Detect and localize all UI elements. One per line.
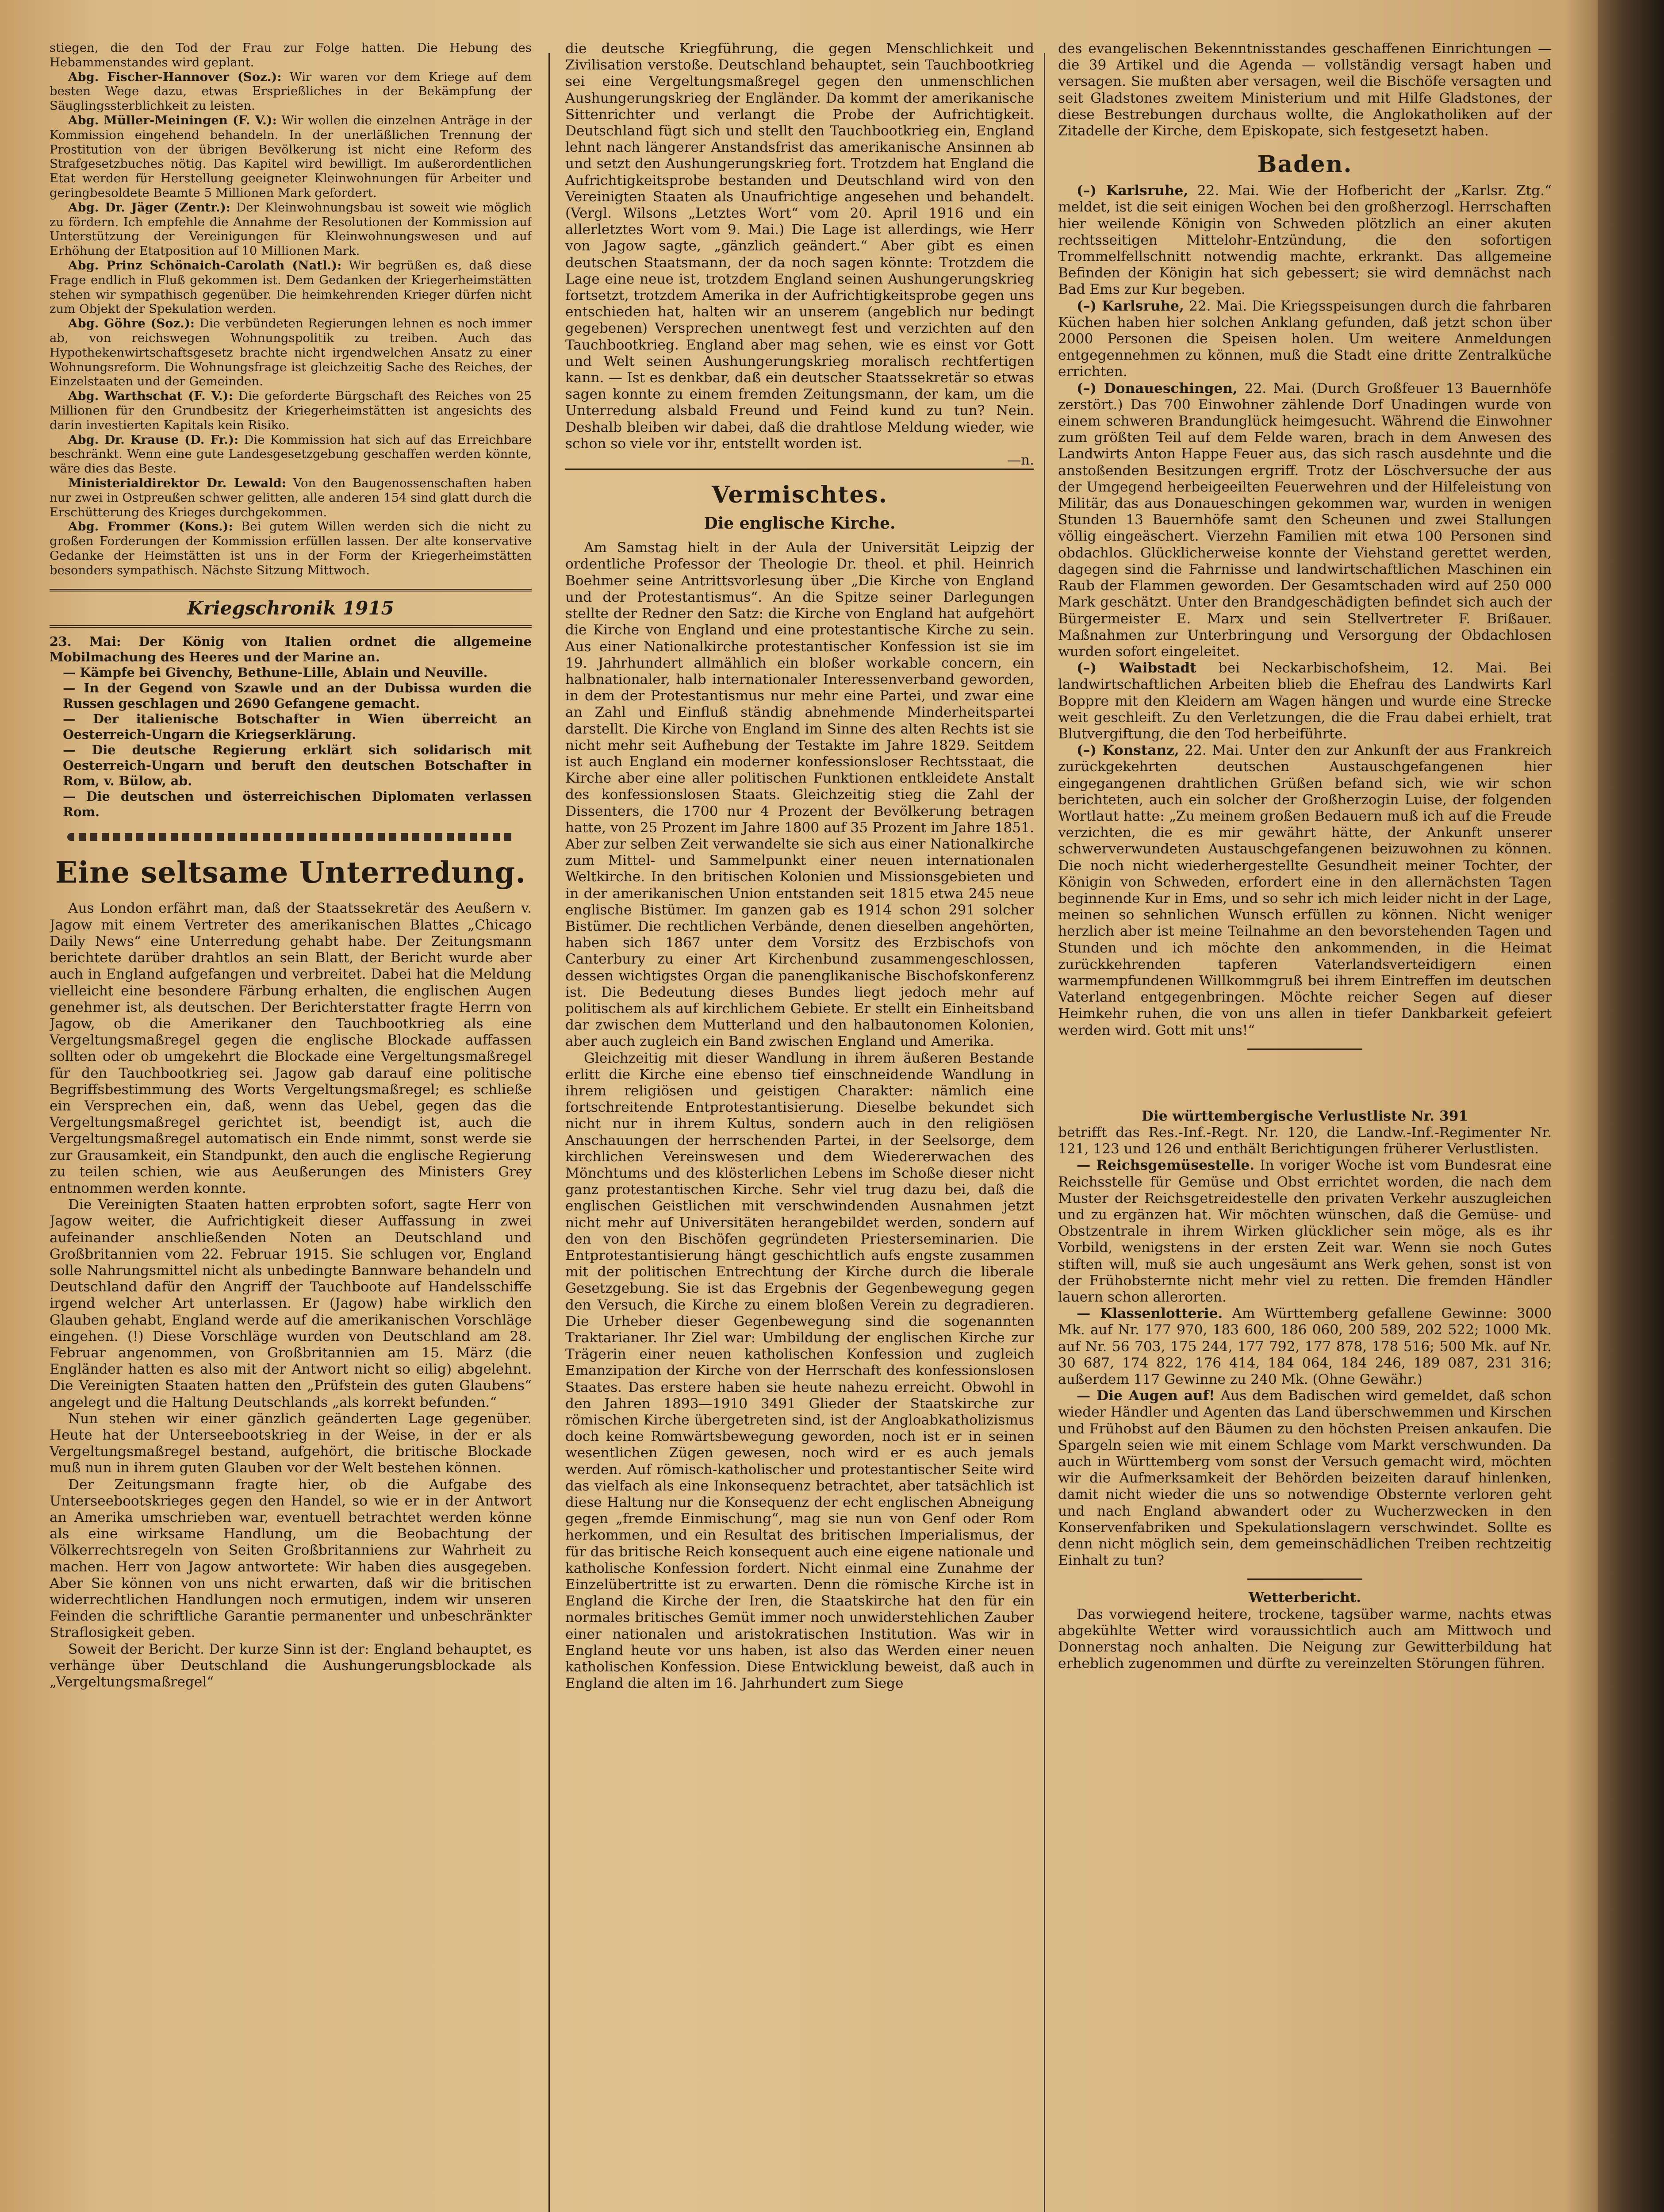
news-text: Die Kommission hat sich auf das Erreichbare beschränkt. Wenn eine gute Landesgesetzgebung geschaffen werden könnte, wäre dies das Beste. bbox=[50, 432, 532, 476]
column-middle bbox=[565, 41, 1034, 2212]
article-paragraph: Soweit der Bericht. Der kurze Sinn ist der: England behauptet, es verhänge über Deutschland die Aushungerungsblockade als „Vergeltungsmaßregel“ bbox=[50, 1641, 532, 1690]
news-item bbox=[50, 316, 532, 389]
chronicle-entry bbox=[50, 634, 532, 665]
news-item bbox=[50, 433, 532, 476]
ornament-divider bbox=[67, 833, 514, 841]
weather-text: Das vorwiegend heitere, trockene, tagsüber warme, nachts etwas abgekühlte Wetter wird voraussichtlich auch am Mittwoch und Donnerstag noch anhalten. Die Neigung zur Gewitterbildung hat erheblich zugenommen und dürfte zu vereinzelten Störungen führen. bbox=[1058, 1606, 1552, 1672]
chronicle bbox=[50, 634, 532, 820]
article-paragraph: Aus London erfährt man, daß der Staatssekretär des Aeußern v. Jagow mit einem Vertreter des amerikanischen Blattes „Chicago Daily News“ eine Unterredung gehabt habe. Der Zeitungsmann berichtete darüber drahtlos an sein Blatt, der Bericht wurde aber auch in England aufgefangen und verbreitet. Dabei hat die Meldung vielleicht eine besondere Färbung erhalten, die englischen Augen genehmer ist, als deutschen. Der Berichterstatter fragte Herrn von Jagow, ob die Amerikaner den Tauchbootkrieg als eine Vergeltungsmaßregel gegen die englische Blockade auffassen sollten oder ob umgekehrt die Blockade eine Vergeltungsmaßregel für den Tauchbootkrieg sei. Jagow gab darauf eine politische Begriffsbestimmung des Worts Vergeltungsmaßregel; es schließe ein Versprechen ein, daß, wenn das Uebel, gegen das die Vergeltungsmaßregel gerichtet ist, beendigt ist, auch die Vergeltungsmaßregel automatisch ein Ende nimmt, sonst werde sie zur Grausamkeit, ein Standpunkt, den auch die englische Regierung zu teilen schien, wie aus Aeußerungen des Ministers Grey entnommen werden konnte. bbox=[50, 900, 532, 1196]
continuation-paragraph: des evangelischen Bekenntnisstandes geschaffenen Einrichtungen — die 39 Artikel und die Agenda — vollständig versagt haben und versagen. Sie mußten aber versagen, weil die Bischöfe versagten und seit Gladstones zweitem Ministerium und mit Hilfe Gladstones, der diese Bestrebungen durchaus wollte, die Anglokatholiken auf der Zitadelle der Kirche, dem Episkopate, sich festgesetzt haben. bbox=[1058, 41, 1552, 139]
section-title: Vermischtes. bbox=[711, 481, 888, 509]
column-right bbox=[1058, 41, 1552, 2212]
news-head: Abg. Frommer (Kons.): bbox=[68, 519, 233, 534]
news-head: Abg. Warthschat (F. V.): bbox=[68, 389, 233, 403]
chronicle-title: Kriegschronik 1915 bbox=[50, 589, 532, 628]
loss-list-title: Die württembergische Verlustliste Nr. 391 bbox=[1141, 1108, 1468, 1124]
news-text: Die geforderte Bürgschaft des Reiches von 25 Millionen für den Grundbesitz der Kriegerheimstätten ist angesichts des darin investierten Kapitals kein Risiko. bbox=[50, 389, 532, 432]
chronicle-item: — Die deutschen und österreichischen Diplomaten verlassen Rom. bbox=[63, 789, 532, 820]
news-text: Aus dem Badischen wird gemeldet, daß schon wieder Händler und Agenten das Land überschwemmen und Kirschen und Frühobst auf den Bäumen zu den höchsten Preisen ankaufen. Die Spargeln seien wie mit einem Schlage vom Markt verschwunden. Da auch in Württemberg vom sonst der Versuch gemacht wird, möchten wir die Aufmerksamkeit der Behörden beizeiten darauf hinlenken, damit nicht wieder die uns so notwendige Obsternte verloren geht und nach England abwandert oder zu Wucherzwecken in den Konservenfabriken und Spekulationslagern verschwindet. Sollte es denn nicht möglich sein, dem gemeinschädlichen Treiben rechtzeitig Einhalt zu tun? bbox=[1058, 1388, 1552, 1569]
loss-list-text: betrifft das Res.-Inf.-Regt. Nr. 120, die Landw.-Inf.-Regimenter Nr. 121, 123 und 126 und enthält Berichtigungen früherer Verlustlisten. bbox=[1058, 1124, 1552, 1157]
article-paragraph: Der Zeitungsmann fragte hier, ob die Aufgabe des Unterseebootskrieges gegen den Handel, so wie er in der Antwort an Amerika umschrieben war, eventuell betrachtet werden könne als eine wirksame Handlung, um die Beobachtung der Völkerrechtsregeln von Seiten Großbritanniens zur Wahrheit zu machen. Herr von Jagow antwortete: Wir haben dies ausgegeben. Aber Sie können von uns nicht erwarten, daß wir die britischen widerrechtlichen Handlungen noch ermutigen, indem wir unseren Feinden die schriftliche Garantie permanenter und unbeschränkter Straflosigkeit geben. bbox=[50, 1476, 532, 1641]
news-text: Wir begrüßen es, daß diese Frage endlich in Fluß gekommen ist. Dem Gedanken der Kriegerheimstätten stehen wir sympathisch gegenüber. Die heimkehrenden Krieger dürfen nicht zum Objekt der Spekulation werden. bbox=[50, 258, 532, 316]
news-text: Wir wollen die einzelnen Anträge in der Kommission eingehend behandeln. In der unerläßlichen Trennung der Prostitution von der übrigen Bevölkerung ist nicht eine Reform des Strafgesetzbuches nötig. Das Kapitel wird bewilligt. Im außerordentlichen Etat werden für Herstellung geeigneter Kleinwohnungen für Arbeiter und geringbesoldete Beamte 5 Millionen Mark gefordert. bbox=[50, 113, 532, 200]
column-intro: stiegen, die den Tod der Frau zur Folge hatten. Die Hebung des Hebammenstandes wird geplant. bbox=[50, 41, 532, 69]
news-item bbox=[1058, 1306, 1552, 1388]
news-item bbox=[50, 200, 532, 258]
news-text: Die verbündeten Regierungen lehnen es noch immer ab, von reichswegen Wohnungspolitik zu treiben. Auch das Hypothekenwirtschaftsgesetz brachte nicht irgendwelchen Ansatz zu einer Wohnungsreform. Die Wohnungsfrage ist gleichzeitig Sache des Reiches, der Einzelstaaten und der Gemeinden. bbox=[50, 316, 532, 389]
article-title: Eine seltsame Unterredung. bbox=[55, 855, 526, 890]
news-head: Abg. Dr. Krause (D. Fr.): bbox=[68, 432, 239, 447]
weather-title: Wetterbericht. bbox=[1248, 1590, 1361, 1606]
chronicle-item: — Kämpfe bei Givenchy, Bethune-Lille, Ablain und Neuville. bbox=[63, 665, 488, 680]
book-binding-edge bbox=[1598, 0, 1664, 2212]
news-head: (–) Waibstadt bbox=[1077, 660, 1196, 676]
news-text: 22. Mai. Unter den zur Ankunft der aus Frankreich zurückgekehrten deutschen Austauschgefangenen hier eingegangenen drahtlichen Grüßen befand sich, wie wir schon berichteten, auch ein solcher der Großherzogin Luise, der folgenden Wortlaut hatte: „Zu meinem großen Bedauern muß ich auf die Freude verzichten, die es mir gewährt hätte, der Ankunft unserer schwerverwundeten Austauschgefangenen beizuwohnen zu können. Die noch nicht wiederhergestellte Gesundheit meiner Tochter, der Königin von Schweden, erfordert eine in den allernächsten Tagen beginnende Kur in Ems, und so sehr ich mich leider nicht in der Lage, meinen so sehnlichen Wunsch erfüllen zu können. Nicht weniger herzlich aber ist meine Teilnahme an den bevorstehenden Tagen und Stunden und ich möchte den ankommenden, in die Heimat zurückkehrenden tapferen Vaterlandsverteidigern einen warmempfundenen Willkommgruß bei ihrem Eintreffen im deutschen Vaterland entgegenbringen. Möchte reicher Segen auf dieser Heimkehr ruhen, die von uns allen in tiefer Dankbarkeit gefeiert werden wird. Gott mit uns!“ bbox=[1058, 742, 1552, 1038]
short-rule bbox=[1247, 1578, 1362, 1580]
news-text: bei Neckarbischofsheim, 12. Mai. Bei landwirtschaftlichen Arbeiten blieb die Ehefrau des Landwirts Karl Boppre mit den Kleidern am Wagen hängen und wurde eine Strecke weit geschleift. Zu den Verletzungen, die die Frau dabei erhielt, trat Blutvergiftung, die den Tod herbeiführte. bbox=[1058, 660, 1552, 742]
news-item bbox=[50, 70, 532, 113]
article-paragraph: Nun stehen wir einer gänzlich geänderten Lage gegenüber. Heute hat der Unterseebootskrieg in der Weise, in der er als Vergeltungsmaßregel bestand, aufgehört, die britische Blockade muß nun in ihrem guten Glauben vor der Welt bestehen können. bbox=[50, 1410, 532, 1476]
news-text: 22. Mai. Wie der Hofbericht der „Karlsr. Ztg.“ meldet, ist die seit einigen Wochen bei den großherzogl. Herrschaften hier weilende Königin von Schweden plötzlich an einer akuten rechtsseitigen Mittelohr-Entzündung, die den sofortigen Trommelfellschnitt notwendig machte, erkrankt. Das allgemeine Befinden der Königin hat sich gebessert; sie wird demnächst nach Bad Ems zur Kur begeben. bbox=[1058, 183, 1552, 298]
news-text: Bei gutem Willen werden sich die nicht zu großen Forderungen der Kommission erfüllen lassen. Der alte konservative Gedanke der Heimstätten ist uns in der Form der Kriegerheimstätten besonders sympathisch. Nächste Sitzung Mittwoch. bbox=[50, 519, 532, 577]
news-head: — Die Augen auf! bbox=[1077, 1388, 1215, 1404]
author-signature: —n. bbox=[1007, 452, 1034, 469]
chronicle-item: Der König von Italien ordnet die allgemeine Mobilmachung des Heeres und der Marine an. bbox=[50, 634, 532, 665]
chronicle-item: — Die deutsche Regierung erklärt sich solidarisch mit Oesterreich-Ungarn und beruft den deutschen Botschafter in Rom, v. Bülow, ab. bbox=[63, 742, 532, 789]
article-paragraph: Am Samstag hielt in der Aula der Universität Leipzig der ordentliche Professor der Theologie Dr. theol. et phil. Heinrich Boehmer seine Antrittsvorlesung über „Die Kirche von England und der Protestantismus“. An die Spitze seiner Darlegungen stellte der Redner den Satz: die Kirche von England hat aufgehört die Kirche von England und eine protestantische Kirche zu sein. Aus einer Nationalkirche protestantischer Konfession ist sie im 19. Jahrhundert allmählich ein bloßer workable concern, ein halbnationaler, halb internationaler Interessenverband geworden, in dem der Protestantismus nur mehr eine Partei, und zwar eine an Zahl und Einfluß ständig abnehmende Minderheitspartei darstellt. Die Kirche von England im Sinne des alten Rechts ist sie nicht mehr seit Aufhebung der Testakte im Jahre 1829. Seitdem ist auch England ein moderner konfessionsloser Rechtsstaat, die Kirche aber eine aller politischen Funktionen entkleidete Anstalt des konfessionslosen Staats. Gleichzeitig stieg die Zahl der Dissenters, die 1700 nur 4 Prozent der Bevölkerung betragen hatte, von 25 Prozent im Jahre 1800 auf 35 Prozent im Jahre 1851. Aber zur selben Zeit verwandelte sie sich aus einer Nationalkirche zum Mittel- und Sammelpunkt einer neuen internationalen Weltkirche. In den britischen Kolonien und Missionsgebieten und in der amerikanischen Union entstanden seit 1815 etwa 245 neue englische Bistümer. Im ganzen gab es 1914 schon 291 solcher Bistümer. Die rechtlichen Verbände, denen dieselben angehörten, haben sich 1867 unter dem Vorsitz des Erzbischofs von Canterbury zu einer Art Kirchenbund zusammengeschlossen, dessen wichtigstes Organ die panenglikanische Bischofskonferenz ist. Die Bedeutung dieses Bundes liegt jedoch mehr auf politischem als auf kirchlichem Gebiete. Er stellt ein Einheitsband dar zwischen dem Mutterland und den halbautonomen Kolonien, aber auch zugleich ein Band zwischen England und Amerika. bbox=[565, 540, 1034, 1050]
news-text: 22. Mai. Die Kriegsspeisungen durch die fahrbaren Küchen haben hier solchen Anklang gefunden, daß jetzt schon über 2000 Personen die Speisen holen. Um weitere Anmeldungen entgegennehmen zu können, muß die Stadt eine dritte Zentralküche errichten. bbox=[1058, 298, 1552, 380]
news-head: (–) Karlsruhe, bbox=[1077, 183, 1189, 199]
chronicle-item: — Der italienische Botschafter in Wien überreicht an Oesterreich-Ungarn die Kriegserklärung. bbox=[63, 711, 532, 742]
news-head: Abg. Göhre (Soz.): bbox=[68, 316, 195, 331]
news-text: Der Kleinwohnungsbau ist soweit wie möglich zu fördern. Ich empfehle die Annahme der Resolutionen der Kommission auf Unterstützung der Vereinigungen für Kleinwohnungswesen und auf Erhöhung der Etatposition auf 10 Millionen Mark. bbox=[50, 200, 532, 258]
article-paragraph: Gleichzeitig mit dieser Wandlung in ihrem äußeren Bestande erlitt die Kirche eine ebenso tief einschneidende Wandlung in ihrem religiösen und geistigen Charakter: nämlich eine fortschreitende Entprotestantisierung. Dieselbe bekundet sich nicht nur in ihrem Kultus, sondern auch in den religiösen Anschauungen der herrschenden Partei, in der Seelsorge, dem kirchlichen Vereinswesen und dem Wiedererwachen des Mönchtums und des klösterlichen Lebens im Schoße dieser nicht ganz protestantischen Kirche. Sehr viel trug dazu bei, daß die englischen Geistlichen mit verschwindenden Ausnahmen jetzt nicht mehr auf Universitäten herangebildet werden, sondern auf den von den Bischöfen gegründeten Priesterseminarien. Die Entprotestantisierung hängt geschichtlich aufs engste zusammen mit der politischen Entrechtung der Kirche durch die liberale Gesetzgebung. Sie ist das Ergebnis der Gegenbewegung gegen den Versuch, die Kirche zu einem bloßen Verein zu degradieren. Die Urheber dieser Gegenbewegung sind die sogenannten Traktarianer. Ihr Ziel war: Umbildung der englischen Kirche zur Trägerin einer neuen katholischen Konfession und zugleich Emanzipation der Kirche von der Herrschaft des konfessionslosen Staates. Das erstere haben sie heute nahezu erreicht. Obwohl in den Jahren 1893—1910 3491 Glieder der Staatskirche zur römischen Kirche übergetreten sind, ist der Angloabkatholizismus doch keine Romwärtsbewegung geworden, noch ist er in seinen wesentlichen Zügen gewesen, noch wird er es auch jemals werden. Auf römisch-katholischer und protestantischer Seite wird das vielfach als eine Inkonsequenz betrachtet, aber tatsächlich ist diese Haltung nur die Konsequenz der echt englischen Abneigung gegen „fremde Einmischung“, mag sie nun von Genf oder Rom herkommen, und ein Resultat des britischen Imperialismus, der für das britische Reich konsequent auch eine eigene nationale und katholische Konfession fordert. Nicht einmal eine Zunahme der Einzelübertritte ist zu erwarten. Denn die römische Kirche ist in England die Kirche der Iren, die Staatskirche hat den für ein normales britisches Gemüt immer noch unwiderstehlichen Zauber einer nationalen und aristokratischen Institution. Was wir in England heute vor uns haben, ist also das Werden einer neuen katholischen Konfession. Diese Entwicklung beweist, daß auch in England die alten im 16. Jahrhundert zum Siege bbox=[565, 1050, 1034, 1692]
article-title: Die englische Kirche. bbox=[704, 514, 896, 533]
chronicle-date: 23. Mai: bbox=[50, 634, 121, 649]
short-rule bbox=[1247, 1048, 1362, 1050]
section-title: Baden. bbox=[1257, 151, 1353, 178]
news-text: In voriger Woche ist vom Bundesrat eine Reichsstelle für Gemüse und Obst errichtet worden, die nach dem Muster der Reichsgetreidestelle den privaten Verkehr auszugleichen und zu ergänzen hat. Wir möchten wünschen, daß die Gemüse- und Obstzentrale in ihrem Wirken glücklicher sein möge, als es ihr Vorbild, wenigstens in der ersten Zeit war. Wenn sie noch Gutes stiften will, muß sie auch ungesäumt ans Werk gehen, sonst ist von der Frühobsternte nicht mehr viel zu retten. Die fremden Händler lauern schon allerorten. bbox=[1058, 1157, 1552, 1306]
news-head: (–) Konstanz, bbox=[1077, 742, 1179, 759]
news-head: — Klassenlotterie. bbox=[1077, 1306, 1223, 1322]
parliament-debate bbox=[50, 70, 532, 578]
news-head: Abg. Dr. Jäger (Zentr.): bbox=[68, 200, 230, 215]
news-item bbox=[50, 113, 532, 200]
baden-news bbox=[1058, 183, 1552, 1039]
news-head: Abg. Müller-Meiningen (F. V.): bbox=[68, 113, 277, 127]
news-text: Am Württemberg gefallene Gewinne: 3000 Mk. auf Nr. 177 970, 183 600, 186 060, 200 589, 202 522; 1000 Mk. auf Nr. 56 703, 175 244, 177 792, 177 878, 178 516; 500 Mk. auf Nr. 30 687, 174 822, 176 414, 184 064, 184 246, 189 087, 231 316; außerdem 117 Gewinne zu 240 Mk. (Ohne Gewähr.) bbox=[1058, 1306, 1552, 1388]
news-head: (–) Karlsruhe, bbox=[1077, 298, 1184, 314]
news-item bbox=[1058, 660, 1552, 742]
news-item bbox=[50, 258, 532, 316]
news-head: Abg. Fischer-Hannover (Soz.): bbox=[68, 69, 282, 84]
news-text: 22. Mai. (Durch Großfeuer 13 Bauernhöfe zerstört.) Das 700 Einwohner zählende Dorf Unadingen wurde von einem schweren Brandunglück heimgesucht. Während die Einwohner zum größten Teil auf dem Felde waren, brach in dem Anwesen des Landwirts Anton Happe Feuer aus, das sich rasch ausdehnte und die anstoßenden Besitzungen ergriff. Trotz der Löschversuche der aus der Umgegend herbeigeeilten Feuerwehren und der Hilfeleistung von Militär, das aus Donaueschingen gekommen war, wurden in wenigen Stunden 13 Bauernhöfe samt den Scheunen und zwei Stallungen völlig eingeäschert. Vierzehn Familien mit etwa 100 Personen sind obdachlos. Glücklicherweise konnte der Viehstand gerettet werden, dagegen sind die Fahrnisse und landwirtschaftlichen Maschinen ein Raub der Flammen geworden. Der Gesamtschaden wird auf 250 000 Mark geschätzt. Unter den Brandgeschädigten befindet sich auch der Bürgermeister E. Marx und sein Stellvertreter F. Brißauer. Maßnahmen zur Unterbringung und Versorgung der Obdachlosen wurden sofort eingeleitet. bbox=[1058, 380, 1552, 660]
news-item bbox=[1058, 1157, 1552, 1306]
news-item bbox=[1058, 298, 1552, 380]
news-item bbox=[50, 389, 532, 432]
chronicle-item: — In der Gegend von Szawle und an der Dubissa wurden die Russen geschlagen und 2690 Gefangene gemacht. bbox=[63, 680, 532, 711]
column-rule-left bbox=[548, 53, 550, 2212]
article-paragraph: Die Vereinigten Staaten hatten erprobten sofort, sagte Herr von Jagow weiter, die Aufrichtigkeit dieser Auffassung in zwei aufeinander anschließenden Noten an Deutschland und Großbritannien vom 22. Februar 1915. Sie schlugen vor, England solle Nahrungsmittel nicht als unbedingte Bannware behandeln und Deutschland dafür den Angriff der Tauchboote auf Handelsschiffe irgend welcher Art unterlassen. Er (Jagow) habe wirklich den Glauben gehabt, England werde auf die amerikanischen Vorschläge eingehen. (!) Diese Vorschläge wurden von Deutschland am 28. Februar angenommen, von Großbritannien am 15. März (die Engländer hatten es also mit der Antwort nicht so eilig) abgelehnt. Die Vereinigten Staaten hatten den „Prüfstein des guten Glaubens“ angelegt und die Haltung Deutschlands „als korrekt befunden.“ bbox=[50, 1197, 532, 1410]
news-item bbox=[50, 519, 532, 577]
news-head: (–) Donaueschingen, bbox=[1077, 380, 1238, 396]
news-item bbox=[1058, 742, 1552, 1039]
news-text: Von den Baugenossenschaften haben nur zwei in Ostpreußen schwer gelitten, alle anderen 154 sind glatt durch die Erschütterung des Krieges durchgekommen. bbox=[50, 476, 532, 519]
column-rule-right bbox=[1044, 53, 1045, 2212]
news-head: Abg. Prinz Schönaich-Carolath (Natl.): bbox=[68, 258, 342, 273]
section-rule bbox=[565, 469, 1034, 470]
news-item bbox=[1058, 380, 1552, 660]
column-left bbox=[50, 41, 532, 2212]
news-head: — Reichsgemüsestelle. bbox=[1077, 1157, 1255, 1174]
news-item bbox=[1058, 183, 1552, 298]
news-item bbox=[50, 476, 532, 519]
news-text: Wir waren vor dem Kriege auf dem besten Wege dazu, etwas Ersprießliches in der Bekämpfung der Säuglingssterblichkeit zu leisten. bbox=[50, 69, 532, 113]
news-item bbox=[1058, 1388, 1552, 1569]
news-head: Ministerialdirektor Dr. Lewald: bbox=[68, 476, 286, 490]
continuation-paragraph: die deutsche Kriegführung, die gegen Menschlichkeit und Zivilisation verstoße. Deutschland behauptet, sein Tauchbootkrieg sei eine Vergeltungsmaßregel gegen den unmenschlichen Aushungerungskrieg der Engländer. Da kommt der amerikanische Sittenrichter und verlangt die Probe der Aufrichtigkeit. Deutschland fügt sich und stellt den Tauchbootkrieg ein, England lehnt nach längerer Anstandsfrist das amerikanische Ansinnen ab und setzt den Aushungerungskrieg fort. Trotzdem hat England die Aufrichtigkeitsprobe bestanden und Deutschland wird von den Vereinigten Staaten als Unaufrichtige angesehen und behandelt. (Vergl. Wilsons „Letztes Wort“ vom 20. April 1916 und ein allerletztes Wort vom 9. Mai.) Die Lage ist allerdings, wie Herr von Jagow sagte, „gänzlich geändert.“ Aber gibt es einen deutschen Staatsmann, der da noch sagen könnte: Trotzdem die Lage eine neue ist, trotzdem England seinen Aushungerungskrieg fortsetzt, trotzdem Amerika in der Aufrichtigkeitsprobe gegen uns entschieden hat, halten wir an unserem (angeblich nur bedingt gegebenen) Versprechen unentwegt fest und verzichten auf den Tauchbootkrieg. England aber mag sehen, wie es einst vor Gott und Welt seinen Aushungerungskrieg moralisch rechtfertigen kann. — Ist es denkbar, daß ein deutscher Staatssekretär so etwas sagen konnte zu einem fremden Zeitungsmann, der kam, um die Unterredung alsbald Freund und Feind kund zu tun? Nein. Deshalb bleiben wir dabei, daß die drahtlose Meldung wieder, wie schon so viele vor ihr, entstellt worden ist. bbox=[565, 41, 1034, 452]
